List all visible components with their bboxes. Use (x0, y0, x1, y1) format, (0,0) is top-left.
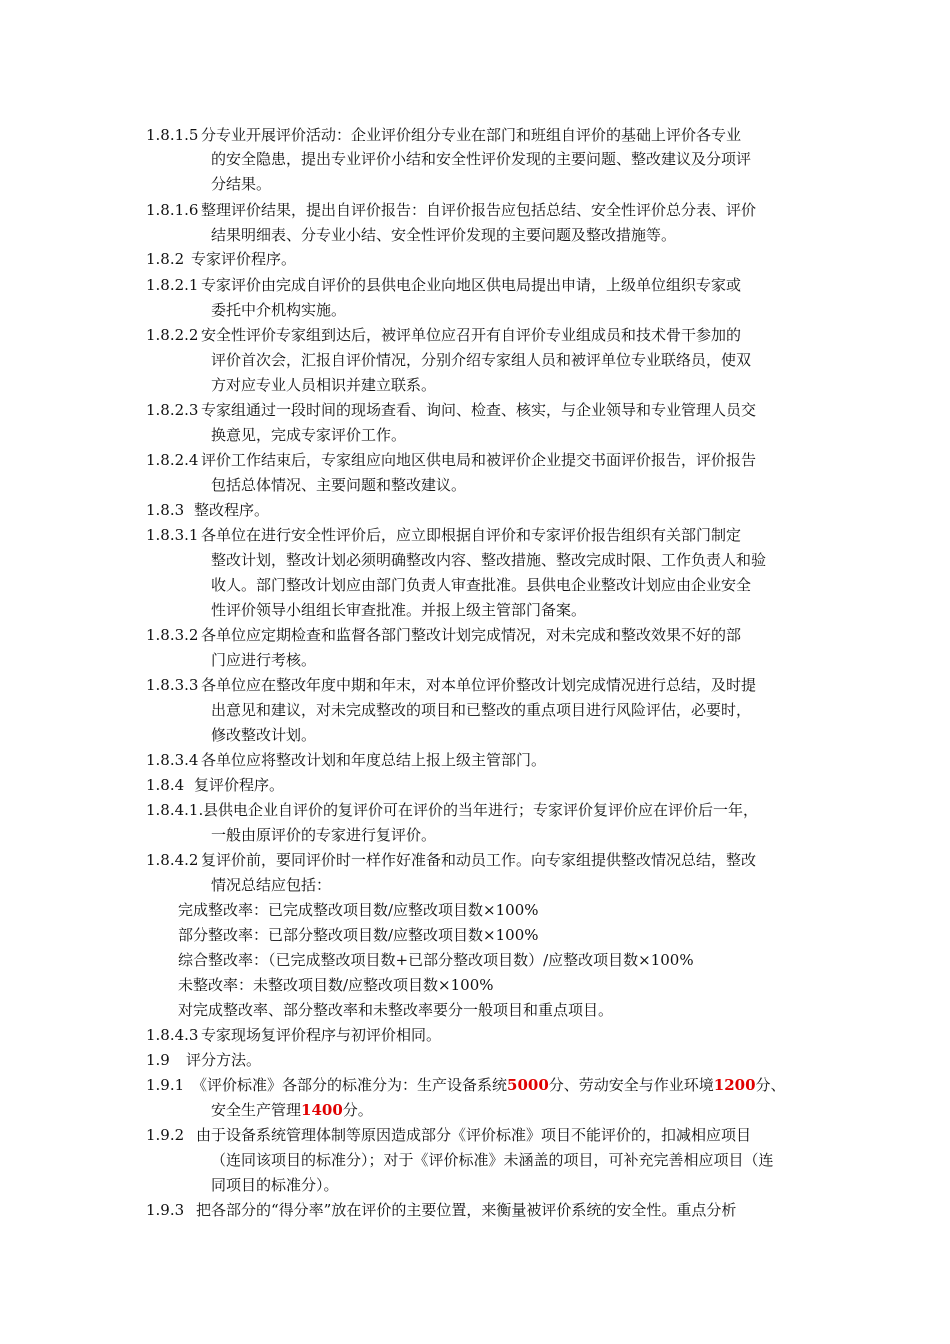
section-title: 整改程序。 (194, 501, 270, 519)
clause-text: 专家组通过一段时间的现场查看、询问、检查、核实，与企业领导和专业管理人员交 (201, 401, 757, 419)
continuation-line (211, 824, 436, 846)
continuation-line (211, 349, 751, 371)
continuation-line (211, 699, 751, 721)
clause-text: 由于设备系统管理体制等原因造成部分《评价标准》项目不能评价的，扣减相应项目 (196, 1126, 752, 1144)
clause-text: 《评价标准》各部分的标准分为：生产设备系统 (192, 1076, 508, 1094)
continuation-line (211, 1174, 339, 1196)
clause-number: 1.9.2 (146, 1126, 185, 1144)
clause-text: 分、劳动安全与作业环境 (548, 1076, 714, 1094)
clause-line (146, 799, 758, 821)
clause-line (146, 1074, 786, 1096)
clause-text: 方对应专业人员相识并建立联系。 (211, 376, 437, 394)
formula-text: 综合整改率：（已完成整改项目数+已部分整改项目数）/应整改项目数×100% (178, 951, 694, 969)
section-number: 1.8.2 (146, 250, 185, 268)
continuation-line (211, 574, 751, 596)
clause-text: 同项目的标准分）。 (211, 1176, 339, 1194)
continuation-line (211, 424, 406, 446)
clause-text: 分、 (755, 1076, 786, 1094)
clause-text: 性评价领导小组组长审查批准。并报上级主管部门备案。 (211, 601, 587, 619)
clause-line (146, 399, 756, 421)
clause-text: 分。 (342, 1101, 373, 1119)
clause-number: 1.9.1 (146, 1076, 185, 1094)
continuation-line (211, 549, 766, 571)
section-heading (146, 248, 296, 270)
clause-text: 安全性评价专家组到达后，被评单位应召开有自评价专业组成员和技术骨干参加的 (201, 326, 742, 344)
score-safety-management: 1400 (301, 1101, 343, 1119)
section-heading (146, 774, 284, 796)
clause-line (146, 674, 756, 696)
continuation-line (211, 649, 316, 671)
clause-text: 分专业开展评价活动：企业评价组分专业在部门和班组自评价的基础上评价各专业 (201, 126, 742, 144)
clause-text: 一般由原评价的专家进行复评价。 (211, 826, 437, 844)
clause-text: 复评价前，要同评价时一样作好准备和动员工作。向专家组提供整改情况总结，整改 (201, 851, 757, 869)
clause-line (146, 1024, 441, 1046)
score-production-equipment: 5000 (507, 1076, 549, 1094)
clause-text: 委托中介机构实施。 (211, 301, 347, 319)
clause-line (146, 849, 756, 871)
clause-number: 1.8.1.5 (146, 126, 199, 144)
clause-text: 门应进行考核。 (211, 651, 317, 669)
clause-number: 1.8.4.2 (146, 851, 199, 869)
section-number: 1.8.4 (146, 776, 185, 794)
clause-line (146, 449, 756, 471)
clause-text: 评价首次会，汇报自评价情况，分别介绍专家组人员和被评单位专业联络员，使双 (211, 351, 752, 369)
continuation-line (211, 224, 676, 246)
formula-text: 完成整改率：已完成整改项目数/应整改项目数×100% (178, 901, 539, 919)
clause-number: 1.8.2.1 (146, 276, 199, 294)
clause-number: 1.8.2.4 (146, 451, 199, 469)
clause-line (146, 1124, 751, 1146)
clause-text: 评价工作结束后，专家组应向地区供电局和被评价企业提交书面评价报告，评价报告 (201, 451, 757, 469)
clause-number: 1.8.3.4 (146, 751, 199, 769)
clause-text: 换意见，完成专家评价工作。 (211, 426, 407, 444)
clause-text: 的安全隐患，提出专业评价小结和安全性评价发现的主要问题、整改建议及分项评 (211, 150, 752, 168)
section-number: 1.9 (146, 1051, 170, 1069)
clause-text: 各单位应定期检查和监督各部门整改计划完成情况，对未完成和整改效果不好的部 (201, 626, 742, 644)
section-title: 评分方法。 (186, 1051, 262, 1069)
clause-text: 结果明细表、分专业小结、安全性评价发现的主要问题及整改措施等。 (211, 226, 677, 244)
continuation-line (211, 299, 346, 321)
clause-text: 专家现场复评价程序与初评价相同。 (201, 1026, 442, 1044)
clause-line (146, 524, 741, 546)
clause-number: 1.9.3 (146, 1201, 185, 1219)
formula-complete-rate (178, 899, 539, 921)
clause-line (146, 624, 741, 646)
clause-text: 修改整改计划。 (211, 726, 317, 744)
clause-text: 把各部分的“得分率”放在评价的主要位置，来衡量被评价系统的安全性。重点分析 (196, 1201, 737, 1219)
clause-text: 专家评价由完成自评价的县供电企业向地区供电局提出申请，上级单位组织专家或 (201, 276, 742, 294)
clause-text: 收人。部门整改计划应由部门负责人审查批准。县供电企业整改计划应由企业安全 (211, 576, 752, 594)
clause-line (146, 274, 741, 296)
clause-text: 各单位应将整改计划和年度总结上报上级主管部门。 (201, 751, 547, 769)
clause-text: 县供电企业自评价的复评价可在评价的当年进行；专家评价复评价应在评价后一年， (203, 801, 759, 819)
formula-partial-rate (178, 924, 539, 946)
formula-text: 部分整改率：已部分整改项目数/应整改项目数×100% (178, 926, 539, 944)
section-number: 1.8.3 (146, 501, 185, 519)
section-title: 专家评价程序。 (191, 250, 297, 268)
continuation-line (211, 148, 751, 170)
clause-line (146, 1199, 736, 1221)
clause-text: 情况总结应包括： (211, 876, 332, 894)
continuation-line (211, 474, 466, 496)
clause-text: 各单位应在整改年度中期和年末，对本单位评价整改计划完成情况进行总结，及时提 (201, 676, 757, 694)
section-heading (146, 499, 269, 521)
clause-number: 1.8.2.3 (146, 401, 199, 419)
clause-text: 分结果。 (211, 175, 272, 193)
clause-line (146, 124, 741, 146)
continuation-line (211, 173, 271, 195)
clause-number: 1.8.1.6 (146, 201, 199, 219)
continuation-line (211, 599, 586, 621)
clause-number: 1.8.4.3 (146, 1026, 199, 1044)
continuation-line (211, 724, 316, 746)
continuation-line (211, 1099, 373, 1121)
clause-line (146, 199, 756, 221)
clause-line (146, 749, 546, 771)
section-heading (146, 1049, 261, 1071)
formula-overall-rate (178, 949, 694, 971)
section-title: 复评价程序。 (194, 776, 285, 794)
clause-text: 各单位在进行安全性评价后，应立即根据自评价和专家评价报告组织有关部门制定 (201, 526, 742, 544)
score-labor-safety: 1200 (713, 1076, 756, 1094)
clause-number: 1.8.3.3 (146, 676, 199, 694)
clause-number: 1.8.3.2 (146, 626, 199, 644)
clause-text: （连同该项目的标准分）；对于《评价标准》未涵盖的项目，可补充完善相应项目（连 (211, 1151, 774, 1169)
clause-text: 包括总体情况、主要问题和整改建议。 (211, 476, 467, 494)
clause-text: 整改计划，整改计划必须明确整改内容、整改措施、整改完成时限、工作负责人和验 (211, 551, 767, 569)
clause-number: 1.8.3.1 (146, 526, 199, 544)
note-line (178, 999, 613, 1021)
clause-number: 1.8.4.1. (146, 801, 204, 819)
continuation-line (211, 374, 436, 396)
clause-number: 1.8.2.2 (146, 326, 199, 344)
formula-uncorrected-rate (178, 974, 494, 996)
clause-text: 整理评价结果，提出自评价报告：自评价报告应包括总结、安全性评价总分表、评价 (201, 201, 757, 219)
clause-line (146, 324, 741, 346)
continuation-line (211, 1149, 774, 1171)
clause-text: 出意见和建议，对未完成整改的项目和已整改的重点项目进行风险评估，必要时， (211, 701, 752, 719)
formula-text: 未整改率：未整改项目数/应整改项目数×100% (178, 976, 494, 994)
clause-text: 安全生产管理 (211, 1101, 302, 1119)
continuation-line (211, 874, 331, 896)
note-text: 对完成整改率、部分整改率和未整改率要分一般项目和重点项目。 (178, 1001, 614, 1019)
